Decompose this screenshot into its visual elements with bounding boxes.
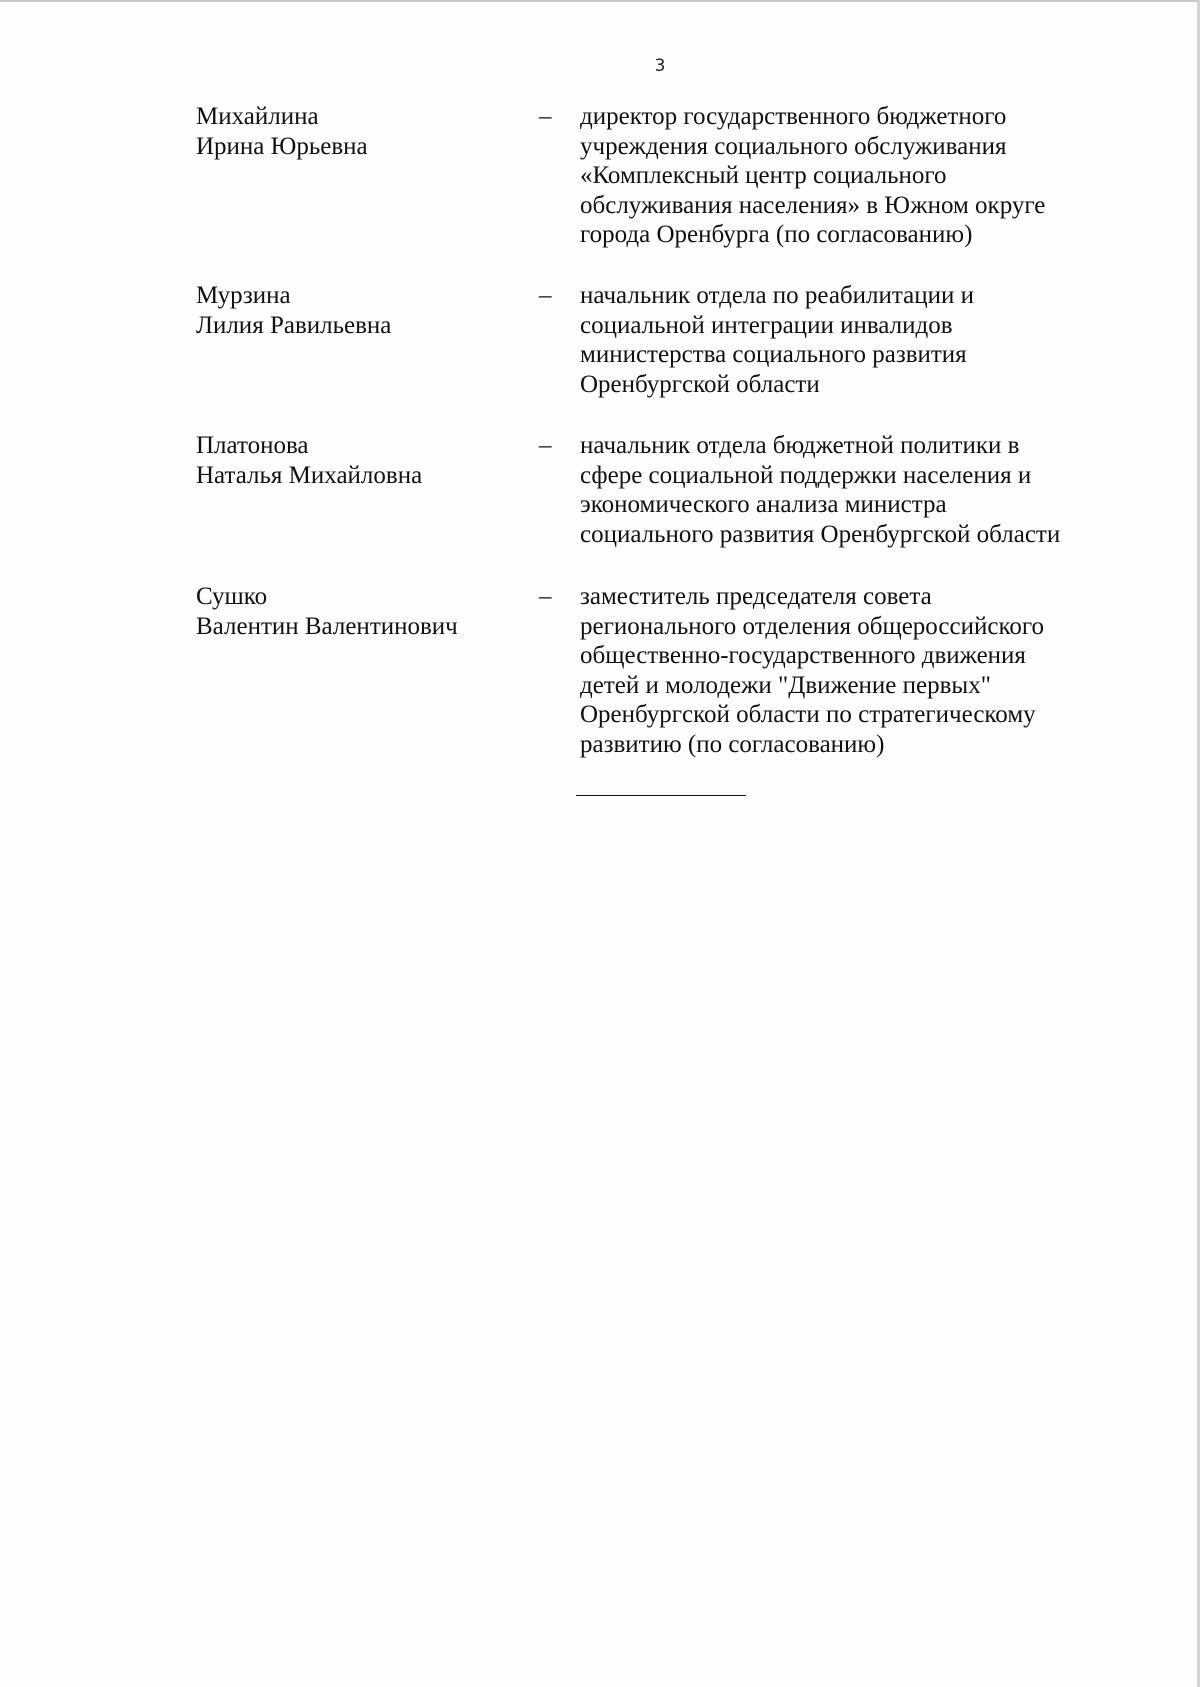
- role-line: города Оренбурга (по согласованию): [580, 221, 973, 248]
- role-line: развитию (по согласованию): [580, 730, 885, 758]
- role-line: директор государственного бюджетного: [580, 103, 1007, 130]
- member-given-names: Наталья Михайловна: [196, 461, 423, 489]
- role-line: экономического анализа министра: [580, 491, 947, 518]
- role-line: министерства социального развития: [580, 341, 967, 368]
- role-line: обслуживания населения» в Южном округе: [580, 191, 1046, 219]
- member-name: [196, 582, 526, 641]
- member-surname: Сушко: [196, 583, 268, 610]
- role-line: детей и молодежи "Движение первых": [580, 671, 991, 699]
- role-line: Оренбургской области по стратегическому: [580, 701, 1036, 728]
- member-surname: Мурзина: [196, 282, 291, 309]
- role-line: начальник отдела по реабилитации и: [580, 282, 974, 309]
- member-name: [196, 102, 526, 161]
- member-role: [580, 281, 1140, 399]
- member-given-names: Лилия Равильевна: [196, 311, 392, 339]
- member-surname: Платонова: [196, 432, 309, 459]
- role-line: «Комплексный центр социального: [580, 162, 947, 189]
- dash-separator: –: [539, 583, 552, 610]
- member-role: [580, 431, 1140, 549]
- role-line: социальной интеграции инвалидов: [580, 311, 953, 339]
- member-given-names: Ирина Юрьевна: [196, 132, 368, 160]
- member-surname: Михайлина: [196, 103, 319, 130]
- member-given-names: Валентин Валентинович: [196, 612, 458, 640]
- role-line: сфере социальной поддержки населения и: [580, 461, 1032, 489]
- role-line: начальник отдела бюджетной политики в: [580, 432, 1020, 459]
- role-line: Оренбургской области: [580, 370, 820, 398]
- closing-rule: [576, 795, 746, 796]
- member-name: [196, 281, 526, 340]
- member-name: [196, 431, 526, 490]
- page-number: 3: [654, 56, 666, 76]
- member-role: [580, 582, 1140, 759]
- role-line: учреждения социального обслуживания: [580, 132, 1007, 160]
- role-line: регионального отделения общероссийского: [580, 612, 1044, 640]
- role-line: общественно-государственного движения: [580, 642, 1026, 669]
- dash-separator: –: [539, 103, 552, 130]
- member-role: [580, 102, 1140, 250]
- role-line: социального развития Оренбургской области: [580, 520, 1061, 548]
- role-line: заместитель председателя совета: [580, 583, 932, 610]
- dash-separator: –: [539, 432, 552, 459]
- dash-separator: –: [539, 282, 552, 309]
